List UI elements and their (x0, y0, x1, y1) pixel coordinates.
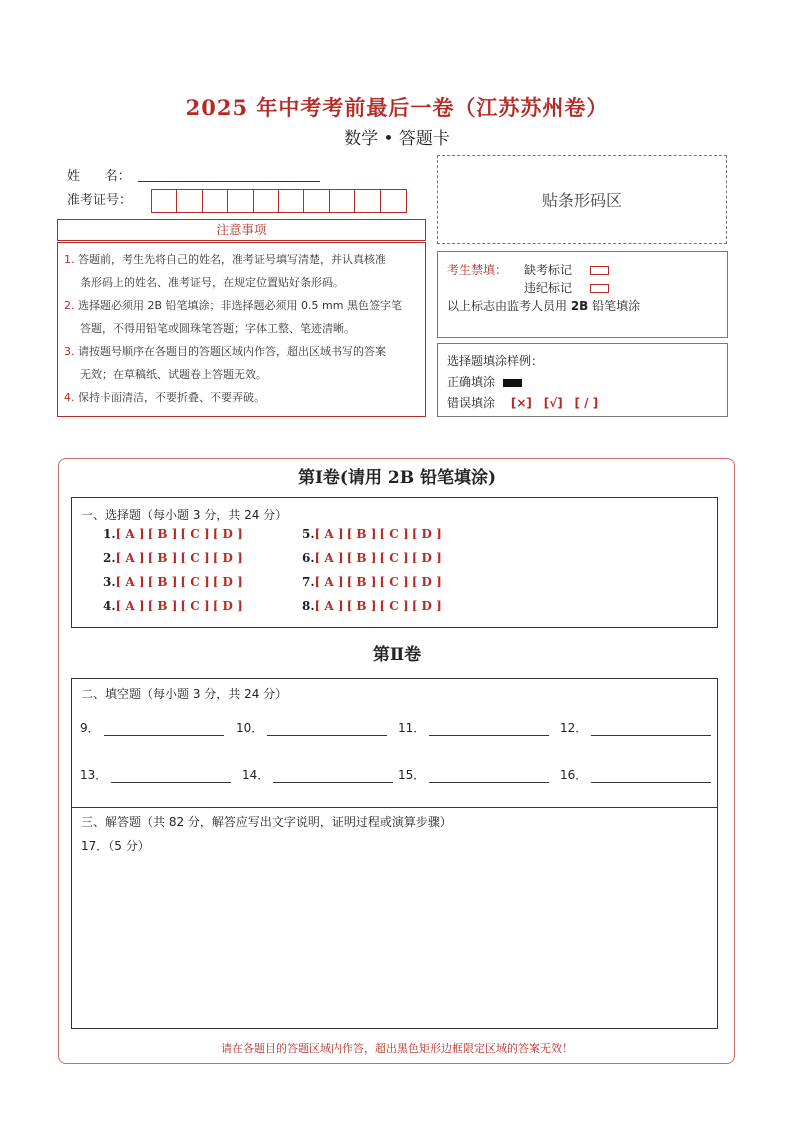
id-number-boxes[interactable] (151, 189, 407, 213)
proctor-note-pre: 以上标志由监考人员用 (447, 299, 571, 313)
sample-title: 选择题填涂样例： (447, 354, 544, 368)
fill-answer-line[interactable] (591, 723, 711, 736)
fill-answer-line[interactable] (267, 723, 387, 736)
choice-option-bubble[interactable]: [ B ] (346, 527, 377, 541)
choice-option-bubble[interactable]: [ A ] (314, 575, 344, 589)
part1-title: 第Ⅰ卷(请用 2B 铅笔填涂) (297, 468, 497, 488)
fill-question-9 (80, 719, 224, 736)
violation-mark-row (524, 279, 609, 296)
notice-item (64, 340, 419, 386)
choice-option-bubble[interactable]: [ B ] (147, 599, 178, 613)
wrong-mark-cross: [×] (510, 396, 532, 410)
id-digit-box[interactable] (279, 190, 304, 212)
choice-number: 8. (302, 599, 315, 613)
notice-item-line2: 答题，不得用铅笔或圆珠笔答题；字体工整、笔迹清晰。 (80, 322, 355, 335)
absent-label: 缺考标记 (524, 263, 573, 277)
id-label: 准考证号： (67, 193, 133, 208)
id-digit-box[interactable] (152, 190, 177, 212)
fill-number: 13． (80, 768, 108, 782)
id-digit-box[interactable] (381, 190, 406, 212)
choice-option-bubble[interactable]: [ C ] (379, 527, 409, 541)
choice-question-8 (302, 599, 445, 613)
choice-heading: 一、选择题（每小题 3 分，共 24 分） (81, 508, 288, 522)
choice-number: 4. (103, 599, 116, 613)
notice-item-number: 1. (64, 253, 75, 266)
fill-question-12 (560, 719, 711, 736)
choice-question-5 (302, 527, 445, 541)
choice-number: 1. (103, 527, 116, 541)
fill-answer-line[interactable] (111, 770, 231, 783)
notice-item-line1: 答题前，考生先将自己的姓名，准考证号填写清楚，并认真核准 (78, 253, 386, 266)
choice-option-bubble[interactable]: [ C ] (180, 527, 210, 541)
choice-option-bubble[interactable]: [ C ] (180, 551, 210, 565)
choice-option-bubble[interactable]: [ D ] (411, 527, 442, 541)
choice-option-bubble[interactable]: [ B ] (147, 527, 178, 541)
fill-heading: 二、填空题（每小题 3 分，共 24 分） (81, 687, 288, 701)
choice-option-bubble[interactable]: [ B ] (147, 575, 178, 589)
fill-question-15 (398, 766, 549, 783)
id-digit-box[interactable] (177, 190, 202, 212)
fill-answer-line[interactable] (429, 723, 549, 736)
notice-heading: 注意事项 (57, 219, 426, 241)
id-digit-box[interactable] (330, 190, 355, 212)
choice-option-bubble[interactable]: [ C ] (379, 551, 409, 565)
wrong-mark-slash: [ / ] (574, 396, 599, 410)
proctor-note-bold: 2B (570, 299, 589, 313)
choice-option-bubble[interactable]: [ D ] (212, 551, 243, 565)
fill-number: 12． (560, 721, 588, 735)
filled-mark-icon (503, 379, 522, 387)
wrong-mark-check: [√] (543, 396, 563, 410)
name-field[interactable] (138, 180, 320, 182)
fill-sample-panel (437, 343, 728, 417)
notice-item (64, 294, 419, 340)
choice-number: 7. (302, 575, 315, 589)
choice-number: 6. (302, 551, 315, 565)
footer-warning: 请在各题目的答题区域内作答，超出黑色矩形边框限定区域的答案无效！ (221, 1042, 573, 1055)
proctor-label: 考生禁填： (447, 263, 508, 277)
violation-label: 违纪标记 (524, 281, 573, 295)
correct-sample (447, 373, 522, 390)
choice-option-bubble[interactable]: [ A ] (314, 599, 344, 613)
choice-question-3 (103, 575, 246, 589)
fill-answer-line[interactable] (104, 723, 224, 736)
fill-number: 10． (236, 721, 264, 735)
choice-option-bubble[interactable]: [ B ] (147, 551, 178, 565)
choice-option-bubble[interactable]: [ C ] (379, 575, 409, 589)
fill-number: 16． (560, 768, 588, 782)
question-17-label: 17．（5 分） (81, 839, 150, 853)
fill-question-13 (80, 766, 231, 783)
notice-item-line2: 无效；在草稿纸、试题卷上答题无效。 (80, 368, 267, 381)
notice-item (64, 386, 419, 409)
fill-answer-line[interactable] (273, 770, 393, 783)
choice-option-bubble[interactable]: [ D ] (212, 599, 243, 613)
choice-number: 5. (302, 527, 315, 541)
absent-mark-row (524, 261, 609, 278)
name-label: 姓 名： (67, 169, 131, 184)
choice-section (71, 497, 718, 628)
notice-item-number: 2. (64, 299, 75, 312)
choice-option-bubble[interactable]: [ A ] (314, 551, 344, 565)
fill-question-11 (398, 719, 549, 736)
notice-item-line2: 条形码上的姓名、准考证号，在规定位置贴好条形码。 (80, 276, 344, 289)
proctor-note-post: 铅笔填涂 (588, 299, 641, 313)
choice-question-2 (103, 551, 246, 565)
solve-heading: 三、解答题（共 82 分，解答应写出文字说明，证明过程或演算步骤） (81, 815, 452, 829)
barcode-label: 贴条形码区 (541, 191, 622, 210)
barcode-area (437, 155, 727, 244)
choice-option-bubble[interactable]: [ D ] (212, 527, 243, 541)
part2-title: 第Ⅱ卷 (372, 645, 422, 665)
notice-panel (57, 242, 426, 417)
choice-option-bubble[interactable]: [ A ] (314, 527, 344, 541)
notice-item-number: 4. (64, 391, 75, 404)
choice-option-bubble[interactable]: [ A ] (115, 599, 145, 613)
choice-option-bubble[interactable]: [ C ] (180, 599, 210, 613)
correct-label: 正确填涂 (447, 375, 496, 389)
fill-section (71, 678, 718, 808)
fill-question-16 (560, 766, 711, 783)
id-digit-box[interactable] (304, 190, 329, 212)
violation-mark-box[interactable] (590, 284, 609, 293)
choice-question-4 (103, 599, 246, 613)
fill-question-14 (242, 766, 393, 783)
choice-option-bubble[interactable]: [ A ] (115, 575, 145, 589)
choice-option-bubble[interactable]: [ D ] (411, 575, 442, 589)
solve-section[interactable] (71, 807, 718, 1029)
choice-option-bubble[interactable]: [ A ] (115, 527, 145, 541)
choice-question-1 (103, 527, 246, 541)
choice-option-bubble[interactable]: [ A ] (115, 551, 145, 565)
choice-option-bubble[interactable]: [ C ] (180, 575, 210, 589)
id-digit-box[interactable] (228, 190, 253, 212)
fill-answer-line[interactable] (429, 770, 549, 783)
choice-option-bubble[interactable]: [ D ] (411, 599, 442, 613)
fill-question-10 (236, 719, 387, 736)
choice-option-bubble[interactable]: [ B ] (346, 551, 377, 565)
notice-item-number: 3. (64, 345, 75, 358)
notice-item-line1: 保持卡面清洁，不要折叠、不要弄破。 (78, 391, 265, 404)
page-subtitle: 数学 • 答题卡 (344, 129, 450, 149)
choice-question-6 (302, 551, 445, 565)
choice-option-bubble[interactable]: [ D ] (411, 551, 442, 565)
fill-number: 9． (80, 721, 100, 735)
fill-number: 15． (398, 768, 426, 782)
page-title: 2025 年中考考前最后一卷（江苏苏州卷） (185, 95, 609, 120)
choice-option-bubble[interactable]: [ D ] (212, 575, 243, 589)
id-digit-box[interactable] (254, 190, 279, 212)
choice-number: 2. (103, 551, 116, 565)
proctor-marks-panel (437, 251, 728, 338)
wrong-sample (447, 394, 598, 411)
choice-option-bubble[interactable]: [ B ] (346, 575, 377, 589)
notice-item (64, 248, 419, 294)
fill-number: 11． (398, 721, 426, 735)
id-digit-box[interactable] (355, 190, 380, 212)
notice-item-line1: 选择题必须用 2B 铅笔填涂；非选择题必须用 0.5 mm 黑色签字笔 (78, 299, 402, 312)
choice-option-bubble[interactable]: [ C ] (379, 599, 409, 613)
absent-mark-box[interactable] (590, 266, 609, 275)
choice-number: 3. (103, 575, 116, 589)
fill-answer-line[interactable] (591, 770, 711, 783)
wrong-label: 错误填涂 (447, 396, 496, 410)
choice-question-7 (302, 575, 445, 589)
fill-number: 14． (242, 768, 270, 782)
proctor-note (447, 297, 640, 314)
notice-item-line1: 请按题号顺序在各题目的答题区域内作答，超出区域书写的答案 (78, 345, 386, 358)
id-digit-box[interactable] (203, 190, 228, 212)
choice-option-bubble[interactable]: [ B ] (346, 599, 377, 613)
